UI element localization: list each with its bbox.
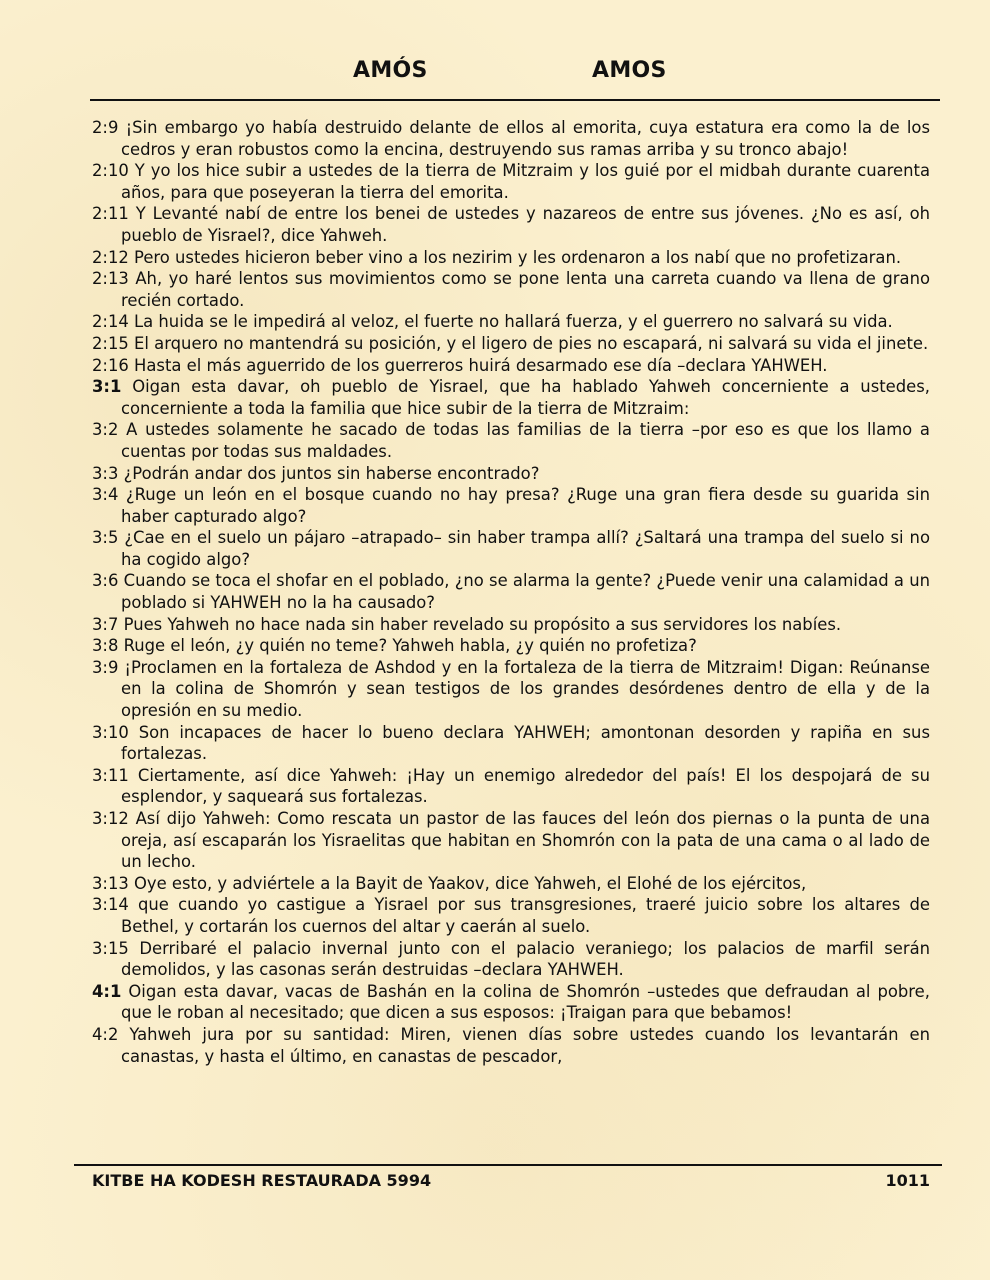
verse-reference: 3:12 xyxy=(92,809,129,828)
verse-reference: 3:1 xyxy=(92,377,122,397)
verse-text: Y yo los hice subir a ustedes de la tierra de Mitzraim y los guié por el midbah durante cuarenta años, para que poseyeran la tierra del emorita. xyxy=(121,161,930,202)
verse-reference: 2:9 xyxy=(92,118,119,137)
verse xyxy=(92,333,930,355)
verse-text: Y Levanté nabí de entre los benei de ustedes y nazareos de entre sus jóvenes. ¿No es así, oh pueblo de Yisrael?, dice Yahweh. xyxy=(121,204,930,245)
verse xyxy=(92,635,930,657)
verse-text: Hasta el más aguerrido de los guerreros huirá desarmado ese día –declara YAHWEH. xyxy=(134,355,828,375)
page-header xyxy=(0,58,990,90)
verse-text: ¿Cae en el suelo un pájaro –atrapado– sin haber trampa allí? ¿Saltará una trampa del suelo si no ha cogido algo? xyxy=(121,528,930,569)
verse-text: La huida se le impedirá al veloz, el fuerte no hallará fuerza, y el guerrero no salvará su vida. xyxy=(134,312,893,332)
header-title-right: AMOS xyxy=(592,58,667,83)
footer-book-title: KITBE HA KODESH RESTAURADA 5994 xyxy=(92,1171,432,1190)
verse xyxy=(92,268,930,311)
verse xyxy=(92,657,930,722)
verse-text: Oye esto, y adviértele a la Bayit de Yaakov, dice Yahweh, el Elohé de los ejércitos, xyxy=(134,873,807,893)
verse-text: Pero ustedes hicieron beber vino a los nezirim y les ordenaron a los nabí que no profetizaran. xyxy=(134,247,902,267)
verse-reference: 2:14 xyxy=(92,312,129,332)
verse-reference: 3:8 xyxy=(92,636,119,656)
verse-text: Derribaré el palacio invernal junto con el palacio veraniego; los palacios de marfil serán demolidos, y las casonas serán destruidas –declara YAHWEH. xyxy=(121,938,931,980)
verse-reference: 3:5 xyxy=(92,528,119,548)
verse-list xyxy=(92,117,930,1067)
verse-reference: 2:16 xyxy=(92,355,129,375)
verse xyxy=(92,463,930,485)
verse-reference: 2:11 xyxy=(92,204,129,224)
verse xyxy=(92,376,930,419)
verse-reference: 3:3 xyxy=(92,463,119,483)
verse xyxy=(92,938,930,981)
verse xyxy=(92,160,930,203)
verse xyxy=(92,722,930,765)
verse-text: Ruge el león, ¿y quién no teme? Yahweh habla, ¿y quién no profetiza? xyxy=(123,636,697,656)
verse-reference: 3:7 xyxy=(92,614,119,634)
verse-reference: 2:13 xyxy=(92,269,129,289)
verse xyxy=(92,873,930,895)
verse-reference: 4:1 xyxy=(92,981,122,1001)
verse-text: ¿Ruge un león en el bosque cuando no hay presa? ¿Ruge una gran fiera desde su guarida sin haber capturado algo? xyxy=(121,485,930,526)
verse-reference: 3:4 xyxy=(92,485,119,505)
verse xyxy=(92,203,930,246)
verse xyxy=(92,484,930,527)
verse-text: ¡Proclamen en la fortaleza de Ashdod y en la fortaleza de la tierra de Mitzraim! Digan: Reúnanse en la colina de Shomrón y sean testigos de los grandes desórdenes dentro de ella y de la opresión en su medio. xyxy=(121,657,930,721)
verse-text: ¡Sin embargo yo había destruido delante de ellos al emorita, cuya estatura era como la de los cedros y eran robustos como la encina, destruyendo sus ramas arriba y su tronco abajo! xyxy=(121,118,930,159)
verse-reference: 4:2 xyxy=(92,1024,119,1044)
verse-text: Yahweh jura por su santidad: Miren, vienen días sobre ustedes cuando los levantarán en canastas, y hasta el último, en canastas de pescador, xyxy=(121,1024,930,1066)
verse xyxy=(92,355,930,377)
verse-reference: 3:11 xyxy=(92,765,129,785)
verse-text: Cuando se toca el shofar en el poblado, ¿no se alarma la gente? ¿Puede venir una calamidad a un poblado si YAHWEH no la ha causado? xyxy=(121,571,930,613)
footer-divider xyxy=(74,1164,942,1166)
verse xyxy=(92,981,930,1024)
verse xyxy=(92,419,930,462)
header-divider xyxy=(90,99,940,101)
verse-text: Ah, yo haré lentos sus movimientos como se pone lenta una carreta cuando va llena de grano recién cortado. xyxy=(121,269,930,310)
verse xyxy=(92,894,930,937)
verse-reference: 3:10 xyxy=(92,722,129,742)
verse xyxy=(92,1024,930,1067)
page-footer xyxy=(0,1171,990,1193)
verse-reference: 3:13 xyxy=(92,873,129,893)
verse-text: Oigan esta davar, oh pueblo de Yisrael, que ha hablado Yahweh concerniente a ustedes, concerniente a toda la familia que hice subir de la tierra de Mitzraim: xyxy=(121,377,930,418)
verse-text: Oigan esta davar, vacas de Bashán en la colina de Shomrón –ustedes que defraudan al pobre, que le roban al necesitado; que dicen a sus esposos: ¡Traigan para que bebamos! xyxy=(121,981,930,1023)
verse xyxy=(92,117,930,160)
verse-reference: 2:12 xyxy=(92,247,129,267)
verse-reference: 2:15 xyxy=(92,333,129,353)
verse-reference: 2:10 xyxy=(92,161,129,181)
page-number: 1011 xyxy=(885,1171,930,1190)
header-title-left: AMÓS xyxy=(353,58,428,83)
verse xyxy=(92,765,930,808)
verse xyxy=(92,311,930,333)
verse-text: El arquero no mantendrá su posición, y el ligero de pies no escapará, ni salvará su vida el jinete. xyxy=(134,333,929,353)
verse-text: Ciertamente, así dice Yahweh: ¡Hay un enemigo alrededor del país! El los despojará de su esplendor, y saqueará sus fortalezas. xyxy=(121,765,930,807)
verse-text: ¿Podrán andar dos juntos sin haberse encontrado? xyxy=(123,463,540,483)
verse xyxy=(92,614,930,636)
verse-reference: 3:6 xyxy=(92,571,119,591)
verse xyxy=(92,247,930,269)
verse-text: A ustedes solamente he sacado de todas las familias de la tierra –por eso es que los llamo a cuentas por todas sus maldades. xyxy=(121,420,930,461)
verse-reference: 3:9 xyxy=(92,657,119,677)
verse-text: Así dijo Yahweh: Como rescata un pastor de las fauces del león dos piernas o la punta de una oreja, así escaparán los Yisraelitas que habitan en Shomrón con la pata de una cama o al lado de un lecho. xyxy=(121,809,930,872)
verse-text: Son incapaces de hacer lo bueno declara YAHWEH; amontonan desorden y rapiña en sus fortalezas. xyxy=(121,722,930,764)
verse-text: Pues Yahweh no hace nada sin haber revelado su propósito a sus servidores los nabíes. xyxy=(123,614,842,634)
verse-reference: 3:2 xyxy=(92,420,119,440)
verse xyxy=(92,527,930,570)
verse-reference: 3:14 xyxy=(92,895,129,915)
verse xyxy=(92,570,930,613)
verse-reference: 3:15 xyxy=(92,938,129,958)
verse xyxy=(92,808,930,873)
verse-text: que cuando yo castigue a Yisrael por sus transgresiones, traeré juicio sobre los altares de Bethel, y cortarán los cuernos del altar y caerán al suelo. xyxy=(121,895,930,936)
